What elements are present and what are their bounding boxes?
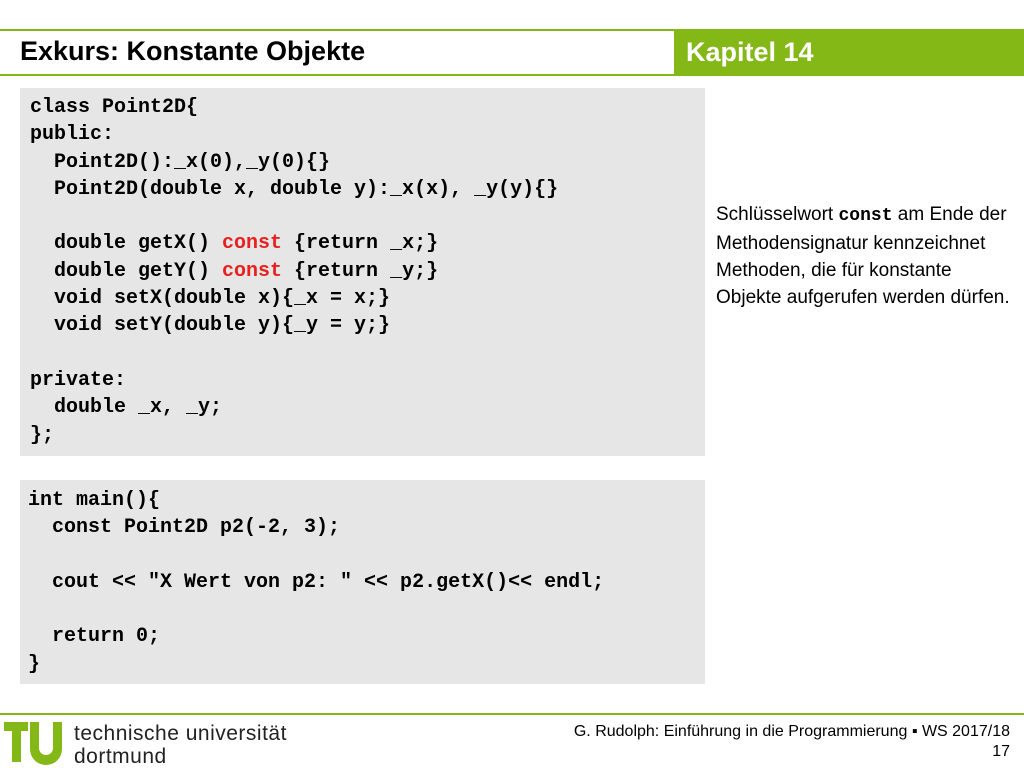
code-keyword-const: const <box>222 232 283 256</box>
code-line <box>30 258 705 285</box>
code-segment: public: <box>30 123 115 147</box>
footer-rule <box>0 713 1024 715</box>
code-segment: {return _y;} <box>282 259 439 283</box>
code-line <box>28 542 705 569</box>
code-line <box>28 623 705 650</box>
code-keyword-const: const <box>222 259 283 283</box>
chapter-badge <box>674 29 1024 76</box>
code-segment: double _x, _y; <box>30 396 223 420</box>
code-line <box>30 422 705 449</box>
footer-citation <box>574 722 1010 762</box>
code-line <box>28 651 705 678</box>
code-segment: void setX(double x){_x = x;} <box>30 287 391 311</box>
code-segment: Point2D(double x, double y):_x(x), _y(y){} <box>30 177 559 201</box>
code-line <box>30 394 705 421</box>
note-keyword: const <box>838 206 893 226</box>
citation-text: G. Rudolph: Einführung in die Programmierung ▪ WS 2017/18 <box>573 723 1010 740</box>
code-segment: cout << "X Wert von p2: " << p2.getX()<< endl; <box>28 570 605 594</box>
code-segment: }; <box>30 423 55 447</box>
code-segment: } <box>28 652 41 676</box>
code-segment: double getY() <box>30 259 223 283</box>
code-line <box>30 340 705 367</box>
page-number: 17 <box>992 743 1010 760</box>
code-segment: Point2D():_x(0),_y(0){} <box>30 150 331 174</box>
code-line <box>30 149 705 176</box>
code-line <box>28 569 705 596</box>
code-segment: int main(){ <box>28 489 161 512</box>
note-text-after: am Ende der Methodensignatur kennzeichnet Methoden, die für konstante Objekte aufgerufen werden dürfen. <box>716 204 1010 308</box>
code-segment: const Point2D p2(-2, 3); <box>28 516 341 540</box>
code-segment: void setY(double y){_y = y;} <box>30 314 391 338</box>
code-line <box>30 203 705 230</box>
chapter-label: Kapitel 14 <box>686 37 814 67</box>
slide-title: Exkurs: Konstante Objekte <box>20 36 366 66</box>
tu-dortmund-logo-icon <box>4 716 62 766</box>
code-line <box>30 176 705 203</box>
note-text-before: Schlüsselwort <box>716 204 839 225</box>
class-code-block <box>20 88 705 456</box>
code-line <box>30 230 705 257</box>
code-line <box>28 487 705 514</box>
code-segment: return 0; <box>28 625 161 649</box>
code-line <box>28 514 705 541</box>
code-line <box>28 596 705 623</box>
code-line <box>30 367 705 394</box>
code-segment: class Point2D{ <box>30 96 199 119</box>
explanation-note <box>716 201 1016 311</box>
code-segment: {return _x;} <box>282 232 439 256</box>
university-name <box>74 722 287 768</box>
code-line <box>30 285 705 312</box>
header-bottom-rule <box>0 74 674 76</box>
code-line <box>30 94 705 121</box>
main-code-block <box>20 480 705 684</box>
code-segment: private: <box>30 368 127 392</box>
code-line <box>30 312 705 339</box>
code-segment: double getX() <box>30 232 223 256</box>
university-name-line2: dortmund <box>74 745 167 768</box>
university-name-line1: technische universität <box>74 722 287 745</box>
code-line <box>30 121 705 148</box>
